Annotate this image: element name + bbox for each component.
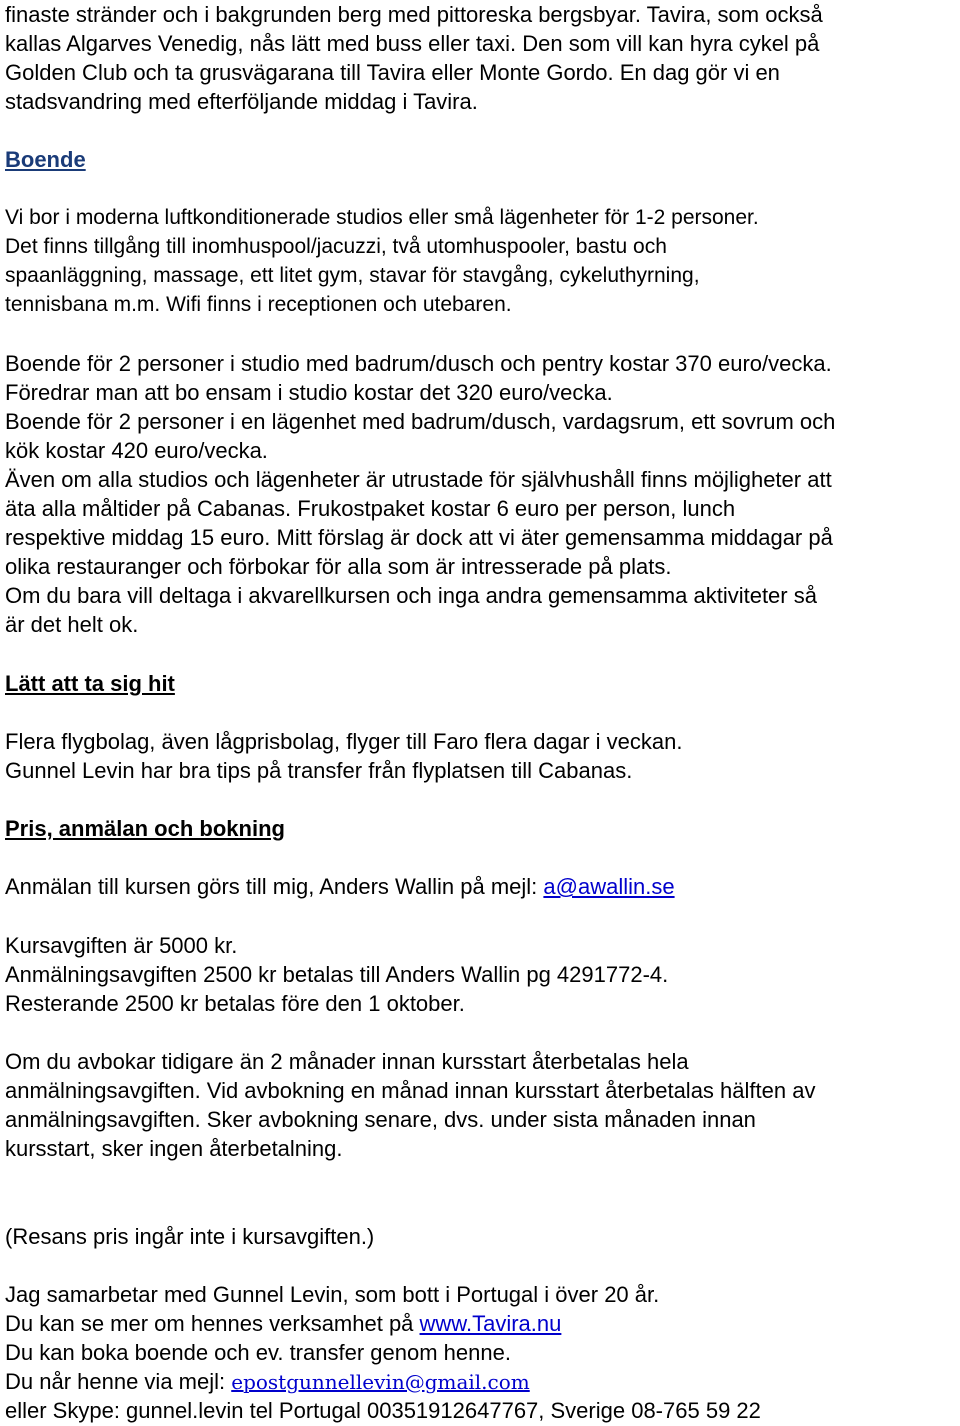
signup-line	[5, 872, 675, 901]
signup-text: Anmälan till kursen görs till mig, Anders Wallin på mejl:	[5, 874, 544, 899]
price-line-9: Om du bara vill deltaga i akvarellkursen och inga andra gemensamma aktiviteter så	[5, 583, 817, 608]
contact-line-5: eller Skype: gunnel.levin tel Portugal 00351912647767, Sverige 08-765 59 22	[5, 1398, 761, 1423]
gunnel-email-link[interactable]: epostgunnellevin@gmail.com	[231, 1370, 530, 1394]
contact-line-3: Du kan boka boende och ev. transfer genom henne.	[5, 1340, 511, 1365]
boende-heading: Boende	[5, 147, 86, 172]
travel-line-1: Flera flygbolag, även lågprisbolag, flyger till Faro flera dagar i veckan.	[5, 729, 683, 754]
price-line-6: äta alla måltider på Cabanas. Frukostpaket kostar 6 euro per person, lunch	[5, 496, 736, 521]
cancel-line-3: anmälningsavgiften. Sker avbokning senare, dvs. under sista månaden innan	[5, 1107, 756, 1132]
price-line-7: respektive middag 15 euro. Mitt förslag är dock att vi äter gemensamma middagar på	[5, 525, 833, 550]
cancel-line-4: kursstart, sker ingen återbetalning.	[5, 1136, 343, 1161]
signup-email-link[interactable]: a@awallin.se	[543, 874, 675, 899]
cancel-line-1: Om du avbokar tidigare än 2 månader innan kursstart återbetalas hela	[5, 1049, 689, 1074]
price-line-2: Föredrar man att bo ensam i studio kostar det 320 euro/vecka.	[5, 380, 613, 405]
booking-heading: Pris, anmälan och bokning	[5, 816, 285, 841]
travel-line-2: Gunnel Levin har bra tips på transfer från flyplatsen till Cabanas.	[5, 758, 633, 783]
price-line-1: Boende för 2 personer i studio med badrum/dusch och pentry kostar 370 euro/vecka.	[5, 351, 832, 376]
price-note: (Resans pris ingår inte i kursavgiften.)	[5, 1224, 375, 1249]
price-line-10: är det helt ok.	[5, 612, 139, 637]
contact-line-1: Jag samarbetar med Gunnel Levin, som bott i Portugal i över 20 år.	[5, 1282, 660, 1307]
contact-line-2	[5, 1309, 561, 1338]
price-line-8: olika restauranger och förbokar för alla som är intresserade på plats.	[5, 554, 672, 579]
fee-line-3: Resterande 2500 kr betalas före den 1 oktober.	[5, 991, 465, 1016]
contact-line-4	[5, 1367, 530, 1397]
boende-facilities-line-4: tennisbana m.m. Wifi finns i receptionen och utebaren.	[5, 293, 512, 316]
boende-facilities-line-2: Det finns tillgång till inomhuspool/jacuzzi, två utomhuspooler, bastu och	[5, 235, 667, 258]
intro-line-3: Golden Club och ta grusvägarana till Tavira eller Monte Gordo. En dag gör vi en	[5, 60, 780, 85]
contact-line-4-text: Du når henne via mejl:	[5, 1369, 232, 1394]
fee-line-2: Anmälningsavgiften 2500 kr betalas till Anders Wallin pg 4291772-4.	[5, 962, 669, 987]
price-line-4: kök kostar 420 euro/vecka.	[5, 438, 268, 463]
intro-line-1: finaste stränder och i bakgrunden berg med pittoreska bergsbyar. Tavira, som också	[5, 2, 823, 27]
contact-line-2-text: Du kan se mer om hennes verksamhet på	[5, 1311, 420, 1336]
cancel-line-2: anmälningsavgiften. Vid avbokning en månad innan kursstart återbetalas hälften av	[5, 1078, 816, 1103]
boende-facilities-line-1: Vi bor i moderna luftkonditionerade studios eller små lägenheter för 1-2 personer.	[5, 206, 759, 229]
tavira-website-link[interactable]: www.Tavira.nu	[419, 1311, 562, 1336]
boende-facilities-line-3: spaanläggning, massage, ett litet gym, stavar för stavgång, cykeluthyrning,	[5, 264, 700, 287]
price-line-5: Även om alla studios och lägenheter är utrustade för självhushåll finns möjligheter att	[5, 467, 832, 492]
fee-line-1: Kursavgiften är 5000 kr.	[5, 933, 238, 958]
price-line-3: Boende för 2 personer i en lägenhet med badrum/dusch, vardagsrum, ett sovrum och	[5, 409, 836, 434]
travel-heading: Lätt att ta sig hit	[5, 671, 175, 696]
intro-line-2: kallas Algarves Venedig, nås lätt med buss eller taxi. Den som vill kan hyra cykel på	[5, 31, 820, 56]
intro-line-4: stadsvandring med efterföljande middag i Tavira.	[5, 89, 478, 114]
